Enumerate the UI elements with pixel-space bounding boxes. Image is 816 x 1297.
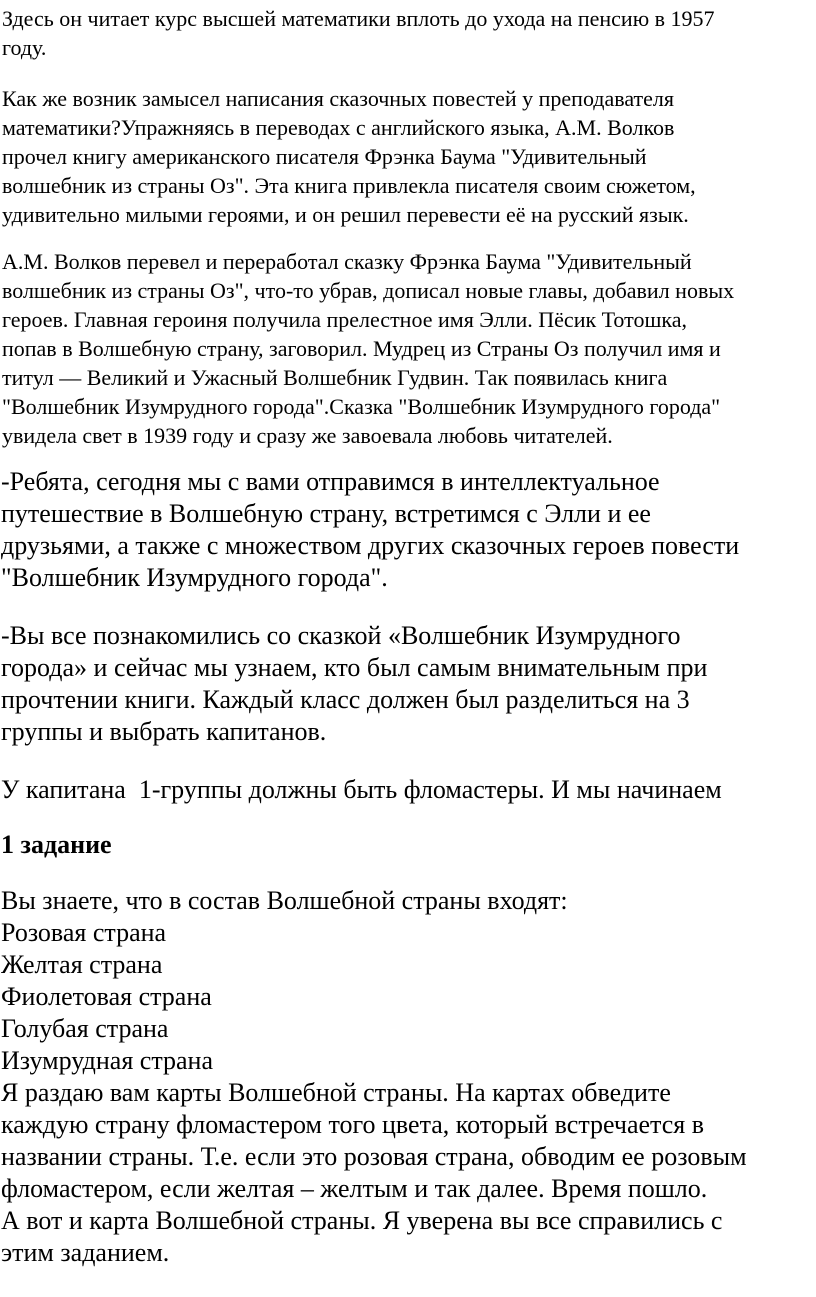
text-line: группы и выбрать капитанов. <box>1 717 327 746</box>
text-line: волшебник из страны Оз", что-то убрав, дописал новые главы, добавил новых <box>2 278 735 303</box>
task-1-heading <box>0 829 112 861</box>
text-line: Здесь он читает курс высшей математики вплоть до ухода на пенсию в 1957 <box>2 6 715 31</box>
text-line: Вы знаете, что в состав Волшебной страны входят: <box>1 886 568 915</box>
paragraph-journey-intro <box>0 466 739 594</box>
text-line: фломастером, если желтая – желтым и так далее. Время пошло. <box>1 1174 708 1203</box>
paragraph-groups <box>0 620 707 748</box>
text-line: прочтении книги. Каждый класс должен был разделиться на 3 <box>1 685 690 714</box>
country-item-pink: Розовая страна <box>1 918 167 947</box>
text-line: Как же возник замысел написания сказочных повестей у преподавателя <box>2 86 675 111</box>
text-line: -Ребята, сегодня мы с вами отправимся в интеллектуальное <box>1 467 660 496</box>
text-line: удивительно милыми героями, и он решил перевести её на русский язык. <box>2 202 689 227</box>
text-line: города» и сейчас мы узнаем, кто был самым внимательным при <box>1 653 708 682</box>
text-line: волшебник из страны Оз". Эта книга привлекла писателя своим сюжетом, <box>2 173 696 198</box>
text-line: этим заданием. <box>1 1238 170 1267</box>
heading-text: 1 задание <box>1 830 112 859</box>
text-line: "Волшебник Изумрудного города". <box>1 563 388 592</box>
paragraph-captain <box>0 774 722 806</box>
text-line: попав в Волшебную страну, заговорил. Мудрец из Страны Оз получил имя и <box>2 336 721 361</box>
text-line: -Вы все познакомились со сказкой «Волшебник Изумрудного <box>1 621 681 650</box>
text-line: увидела свет в 1939 году и сразу же завоевала любовь читателей. <box>2 423 613 448</box>
country-item-violet: Фиолетовая страна <box>1 982 212 1011</box>
text-line: математики?Упражняясь в переводах с английского языка, А.М. Волков <box>2 115 675 140</box>
text-line: названии страны. Т.е. если это розовая страна, обводим ее розовым <box>1 1142 747 1171</box>
country-item-yellow: Желтая страна <box>1 950 163 979</box>
paragraph-origin-idea <box>0 84 696 229</box>
country-item-blue: Голубая страна <box>1 1014 169 1043</box>
text-line: "Волшебник Изумрудного города".Сказка "Волшебник Изумрудного города" <box>2 394 721 419</box>
text-line: А вот и карта Волшебной страны. Я уверена вы все справились с <box>1 1206 723 1235</box>
text-line: Я раздаю вам карты Волшебной страны. На картах обведите <box>1 1078 671 1107</box>
text-line: А.М. Волков перевел и переработал сказку Фрэнка Баума "Удивительный <box>2 249 692 274</box>
text-line: героев. Главная героиня получила прелестное имя Элли. Пёсик Тотошка, <box>2 307 688 332</box>
paragraph-book-rework <box>0 247 734 450</box>
text-line: титул — Великий и Ужасный Волшебник Гудвин. Так появилась книга <box>2 365 668 390</box>
paragraph-task-1-body <box>0 885 747 1269</box>
text-line: друзьями, а также с множеством других сказочных героев повести <box>1 531 740 560</box>
text-line: У капитана 1-группы должны быть фломастеры. И мы начинаем <box>1 775 722 804</box>
paragraph-retirement <box>0 4 715 62</box>
text-line: году. <box>2 35 47 60</box>
text-line: прочел книгу американского писателя Фрэнка Баума "Удивительный <box>2 144 647 169</box>
text-line: каждую страну фломастером того цвета, который встречается в <box>1 1110 705 1139</box>
country-item-emerald: Изумрудная страна <box>1 1046 213 1075</box>
text-line: путешествие в Волшебную страну, встретимся с Элли и ее <box>1 499 651 528</box>
